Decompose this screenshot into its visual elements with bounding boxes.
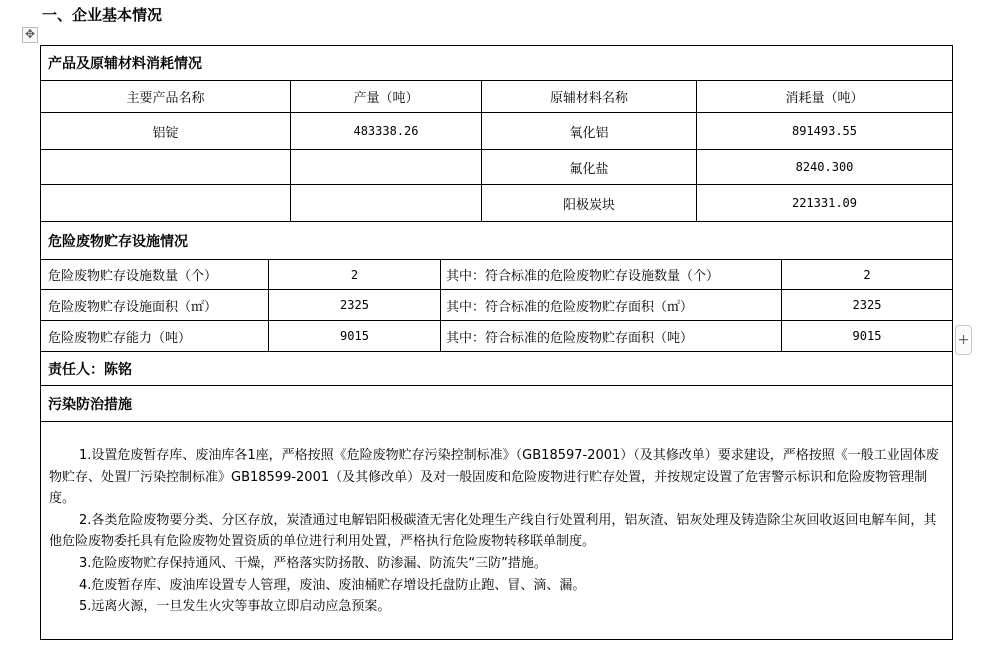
header-output: 产量（吨） (290, 81, 481, 112)
facility-label-cell: 危险废物贮存设施数量（个） (48, 269, 218, 284)
measure-item: 4.危废暂存库、废油库设置专人管理，废油、废油桶贮存增设托盘防止跑、冒、滴、漏。 (79, 577, 586, 593)
output-cell (290, 185, 481, 221)
plus-icon: + (957, 332, 970, 348)
table-row (41, 321, 952, 352)
facility-sub-value-cell: 2 (781, 260, 952, 289)
facility-sub-value-cell: 9015 (781, 321, 952, 351)
facility-sub-label-cell: 其中：符合标准的危险废物贮存面积（吨） (440, 321, 781, 351)
responsible-person: 责任人：陈铭 (48, 361, 132, 378)
page-heading: 一、企业基本情况 (42, 6, 163, 24)
facility-sub-label-cell: 其中：符合标准的危险废物贮存面积（㎡） (440, 290, 781, 320)
output-cell: 483338.26 (290, 113, 481, 149)
product-name-cell (41, 185, 290, 221)
facility-value-cell: 9015 (268, 321, 440, 351)
enterprise-info-table (40, 45, 953, 640)
facility-sub-label-cell: 其中：符合标准的危险废物贮存设施数量（个） (440, 260, 781, 289)
add-column-button[interactable] (955, 325, 972, 355)
measure-item: 1.设置危废暂存库、废油库各1座，严格按照《危险废物贮存污染控制标准》（GB18597-2001）（及其修改单）要求建设，严格按照《一般工业固体废物贮存、处置厂污染控制标准》GB18599-2001（及其修改单）及对一般固废和危险废物进行贮存处置，并按规定设置了危害警示标识和危险废物管理制度。 (49, 448, 939, 507)
header-material-name: 原辅材料名称 (481, 81, 696, 112)
facility-value-cell: 2 (268, 260, 440, 289)
product-name-cell (41, 150, 290, 184)
facility-label-cell: 危险废物贮存能力（吨） (48, 330, 192, 346)
measure-item: 3.危险废物贮存保持通风、干燥，严格落实防扬散、防渗漏、防流失“三防”措施。 (79, 555, 547, 571)
table-row (41, 150, 952, 185)
measures-section-title: 污染防治措施 (48, 396, 132, 413)
table-row (41, 185, 952, 222)
header-product-name: 主要产品名称 (126, 91, 205, 106)
facility-sub-value-cell: 2325 (781, 290, 952, 320)
consumption-cell: 891493.55 (696, 113, 952, 149)
facility-value-cell: 2325 (268, 290, 440, 320)
product-name-cell: 铝锭 (152, 125, 179, 141)
consumption-cell: 221331.09 (696, 185, 952, 221)
material-name-cell: 氧化铝 (481, 113, 696, 149)
material-name-cell: 氟化盐 (481, 150, 696, 184)
consumption-cell: 8240.300 (696, 150, 952, 184)
measure-item: 5.远离火源，一旦发生火灾等事故立即启动应急预案。 (79, 599, 391, 615)
table-row (41, 113, 952, 150)
material-name-cell: 阳极炭块 (481, 185, 696, 221)
hazardous-section-header (41, 222, 952, 260)
table-move-handle[interactable] (22, 27, 38, 43)
header-consumption: 消耗量（吨） (696, 81, 952, 112)
products-section-header (41, 46, 952, 81)
facility-label-cell: 危险废物贮存设施面积（㎡） (48, 299, 218, 315)
measure-item: 2.各类危险废物要分类、分区存放，炭渣通过电解铝阳极碳渣无害化处理生产线自行处置利用，铝灰渣、铝灰处理及铸造除尘灰回收返回电解车间，其他危险废物委托具有危险废物处置资质的单位进行利用处置，严格执行危险废物转移联单制度。 (49, 512, 937, 550)
table-row (41, 290, 952, 321)
products-section-title: 产品及原辅材料消耗情况 (48, 56, 202, 72)
responsible-row (41, 352, 952, 386)
products-header-row (41, 81, 952, 113)
hazardous-section-title: 危险废物贮存设施情况 (48, 233, 188, 250)
measures-section-header (41, 386, 952, 422)
output-cell (290, 150, 481, 184)
measures-content (41, 422, 952, 639)
table-row (41, 260, 952, 290)
move-icon: ✥ (24, 27, 36, 41)
